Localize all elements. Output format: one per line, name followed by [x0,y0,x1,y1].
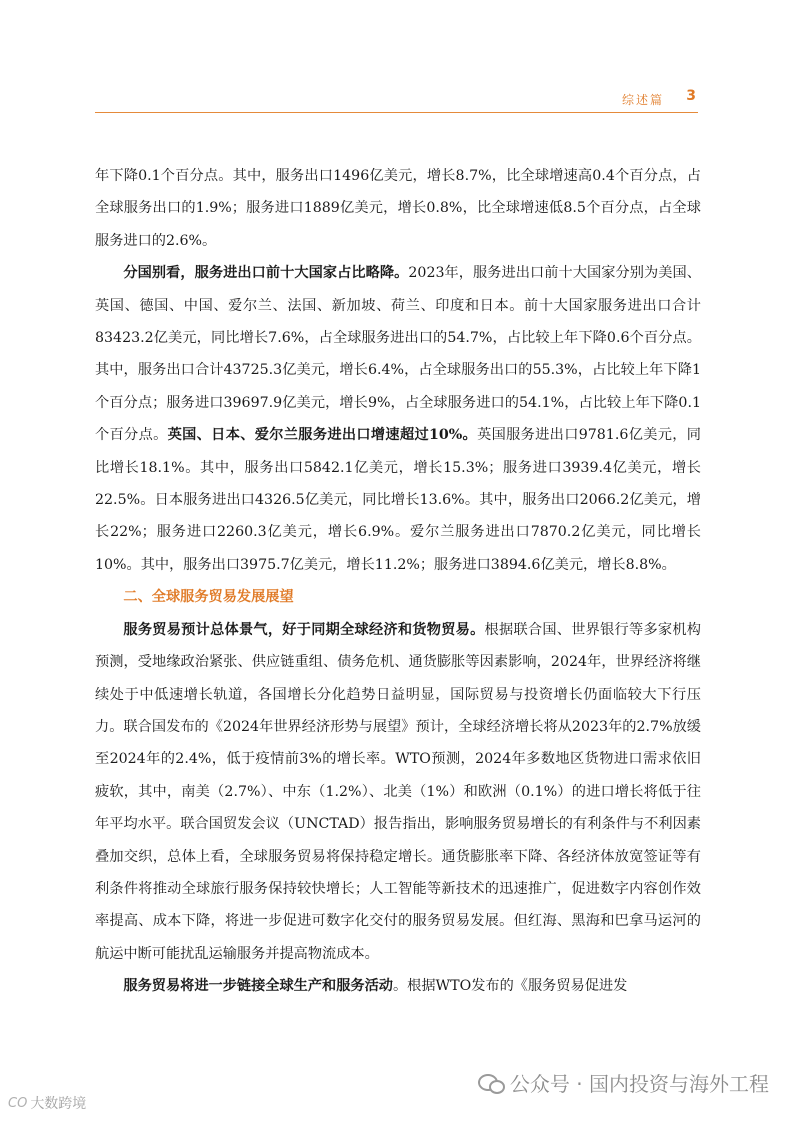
paragraph-lead-bold: 分国别看，服务进出口前十大国家占比略降。 [123,265,409,282]
paragraph-text: 2023年，服务进出口前十大国家分别为美国、英国、德国、中国、爱尔兰、法国、新加坡、荷兰、印度和日本。前十大国家服务进出口合计83423.2亿美元，同比增长7.6%，占全球服务进出口的54.7%，占比较上年下降0.6个百分点。其中，服务出口合计43725.3亿美元，增长6.4%，占全球服务出口的55.3%，占比较上年下降1个百分点；服务进口39697.9亿美元，增长9%，占全球服务进口的54.1%，占比较上年下降0.1个百分点。 [95,265,701,444]
corner-logo [8,1093,86,1113]
paragraph-lead-bold: 服务贸易将进一步链接全球生产和服务活动 [123,978,393,995]
paragraph-inline-bold: 英国、日本、爱尔兰服务进出口增速超过10%。 [167,427,478,444]
paragraph-text: 英国服务进出口9781.6亿美元，同比增长18.1%。其中，服务出口5842.1亿美元，增长15.3%；服务进口3939.4亿美元，增长22.5%。日本服务进出口4326.5亿美元，同比增长13.6%。其中，服务出口2066.2亿美元，增长22%；服务进口2260.3亿美元，增长6.9%。爱尔兰服务进出口7870.2亿美元，同比增长10%。其中，服务出口3975.7亿美元，增长11.2%；服务进口3894.6亿美元，增长8.8%。 [95,427,701,573]
logo-mark-icon: CO [8,1095,28,1111]
page-number: 3 [686,88,696,104]
wechat-watermark [478,1068,769,1097]
paragraph-text: 。根据WTO发布的《服务贸易促进发 [392,978,628,995]
paragraph-outlook [95,614,701,970]
paragraph-text: 根据联合国、世界银行等多家机构预测，受地缘政治紧张、供应链重组、债务危机、通货膨胀等因素影响，2024年，世界经济将继续处于中低速增长轨道，各国增长分化趋势日益明显，国际贸易与投资增长仍面临较大下行压力。联合国发布的《2024年世界经济形势与展望》预计，全球经济增长将从2023年的2.7%放缓至2024年的2.4%，低于疫情前3%的增长率。WTO预测，2024年多数地区货物进口需求依旧疲软，其中，南美（2.7%）、中东（1.2%）、北美（1%）和欧洲（0.1%）的进口增长将低于往年平均水平。联合国贸发会议（UNCTAD）报告指出，影响服务贸易增长的有利条件与不利因素叠加交织，总体上看，全球服务贸易将保持稳定增长。通货膨胀率下降、各经济体放宽签证等有利条件将推动全球旅行服务保持较快增长；人工智能等新技术的迅速推广，促进数字内容创作效率提高、成本下降，将进一步促进可数字化交付的服务贸易发展。但红海、黑海和巴拿马运河的航运中断可能扰乱运输服务并提高物流成本。 [95,621,701,962]
header-section-title: 综述篇 [621,93,664,107]
paragraph-text: 年下降0.1个百分点。其中，服务出口1496亿美元，增长8.7%，比全球增速高0.4个百分点，占全球服务出口的1.9%；服务进口1889亿美元，增长0.8%，比全球增速低8.5个百分点，占全球服务进口的2.6%。 [95,168,701,249]
paragraph-lead-bold: 服务贸易预计总体景气，好于同期全球经济和货物贸易。 [123,621,485,638]
page-header [95,88,698,113]
logo-text: 大数跨境 [30,1096,87,1112]
paragraph-continuation [95,160,701,257]
watermark-text: 公众号 · 国内投资与海外工程 [509,1072,769,1096]
section-heading: 二、全球服务贸易发展展望 [123,589,294,606]
paragraph-global-linkage [95,970,701,1002]
document-body [95,160,701,1003]
wechat-icon [478,1072,504,1094]
paragraph-country-breakdown [95,257,701,581]
